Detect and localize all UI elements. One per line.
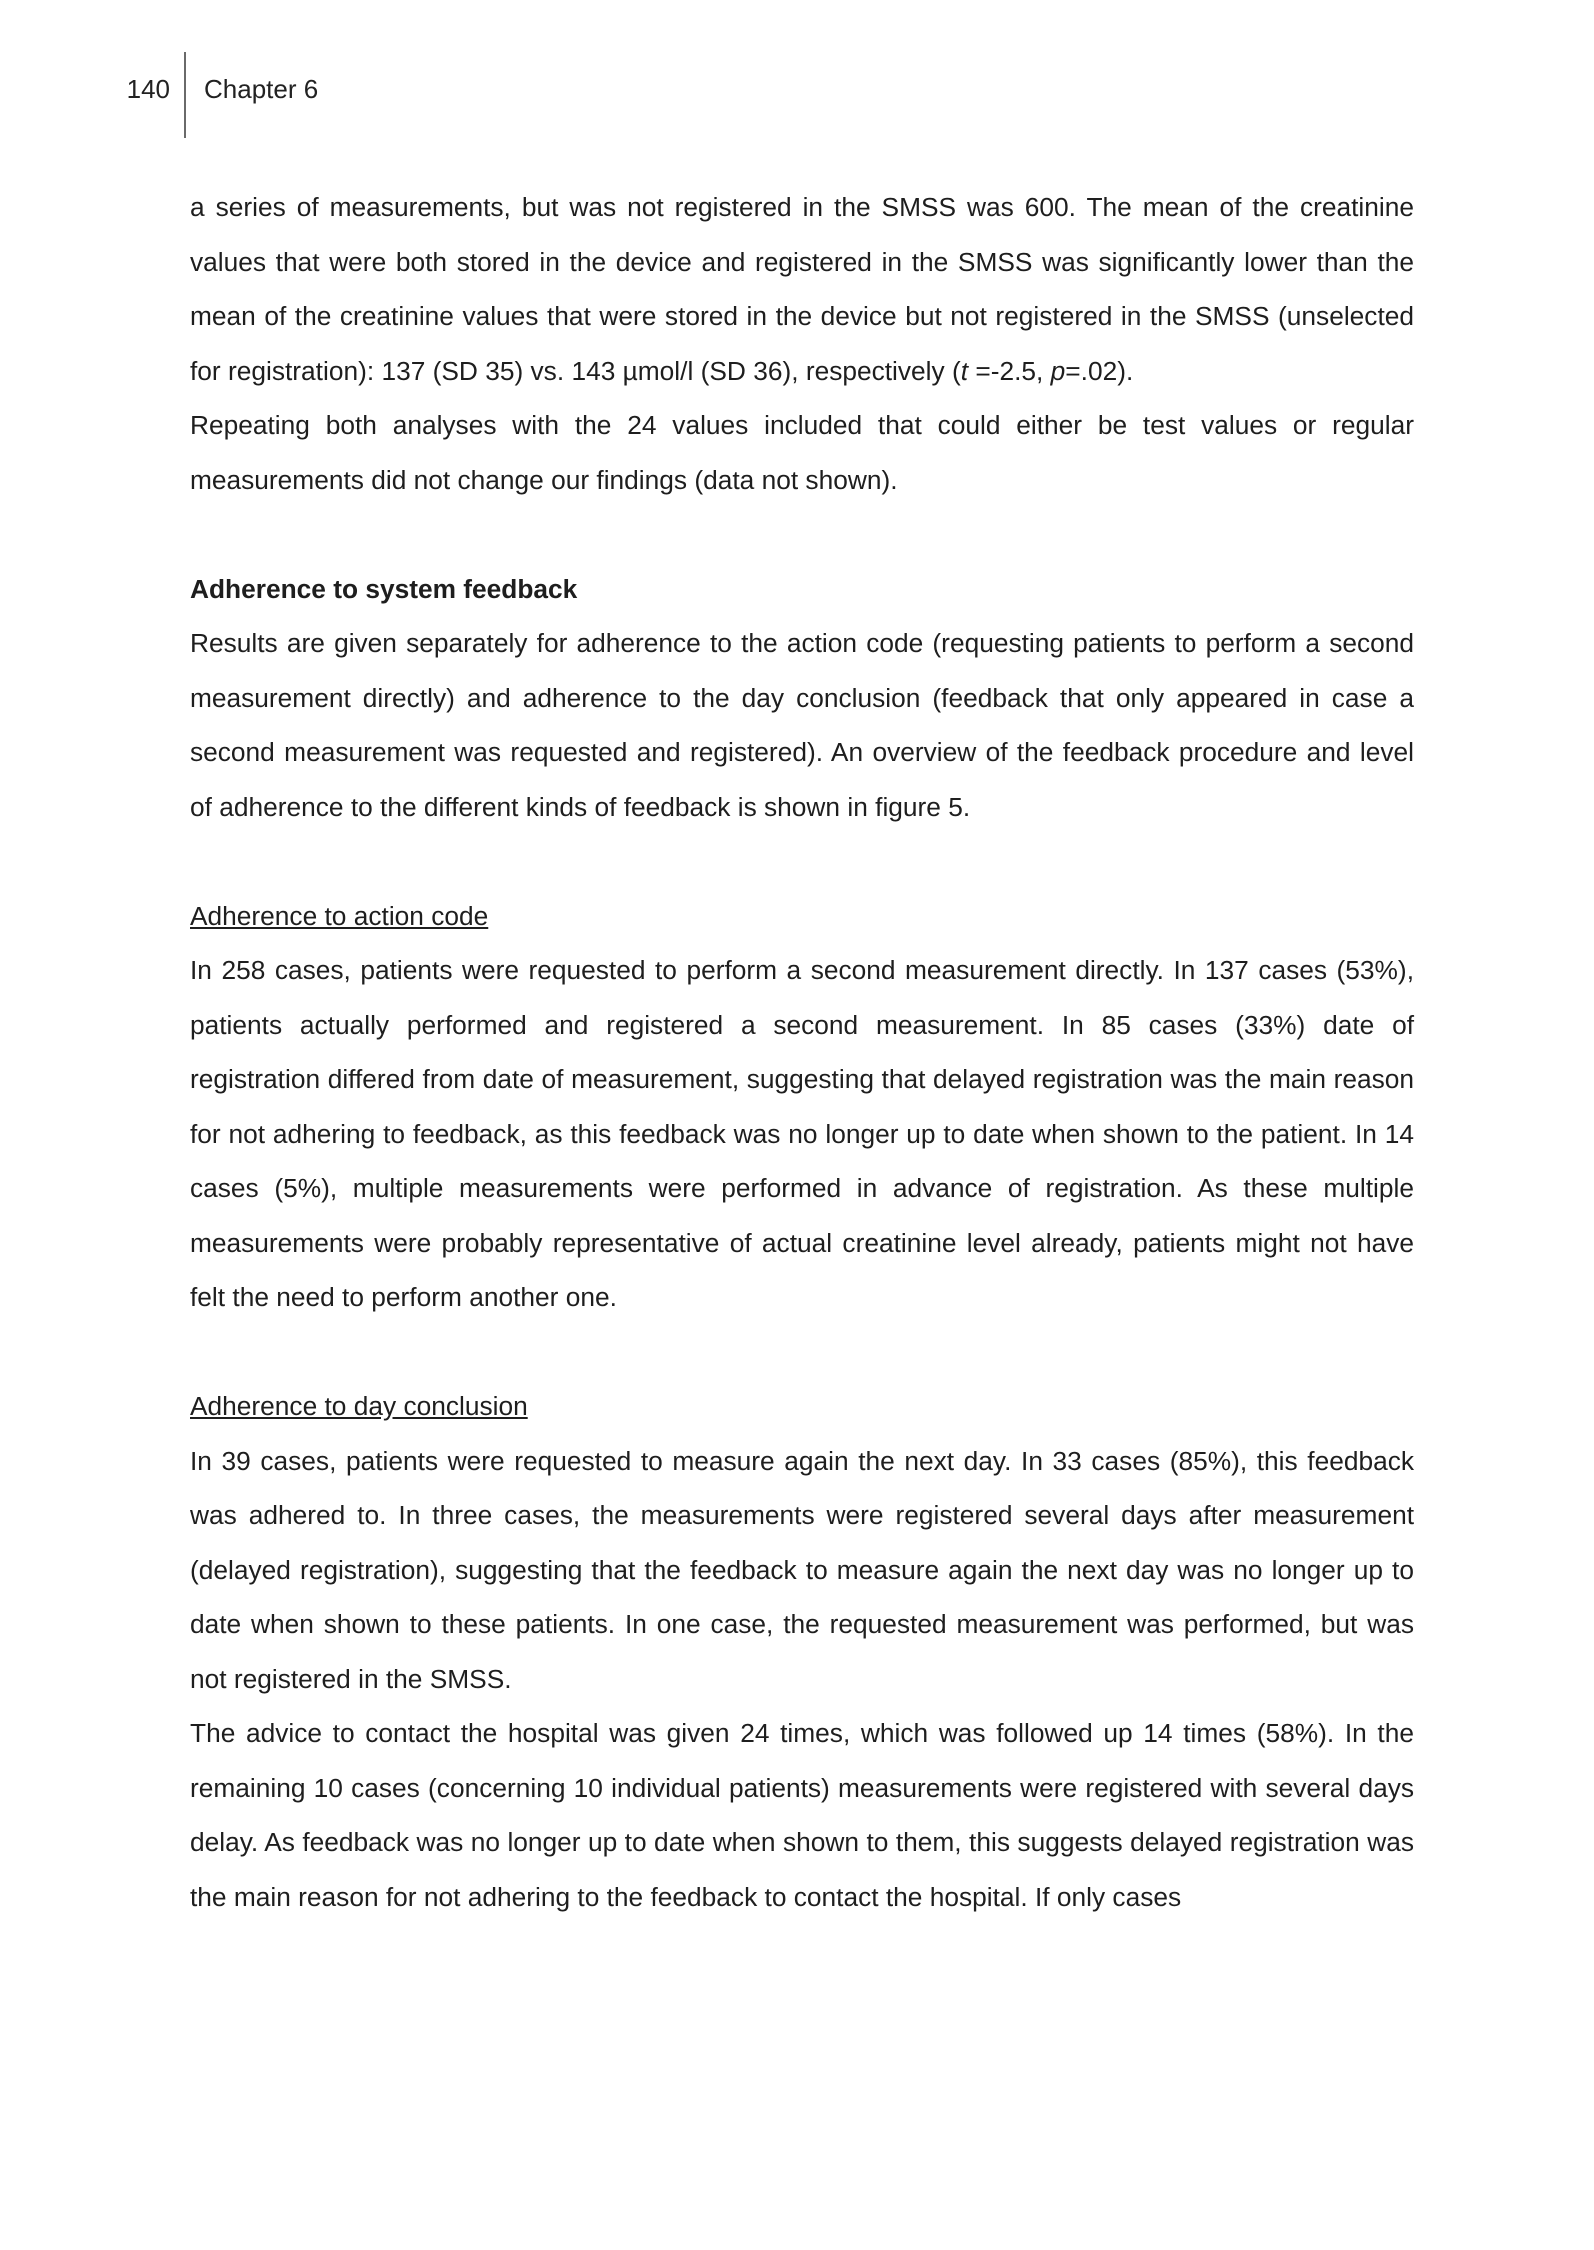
t-statistic-symbol: t bbox=[960, 355, 969, 386]
day-conclusion-paragraph: In 39 cases, patients were requested to measure again the next day. In 33 cases (85%), this feedback was adhered to. In three cases, the measurements were registered several days after measurement (delayed registration), suggesting that the feedback to measure again the next day was no longer up to date when shown to these patients. In one case, the requested measurement was performed, but was not registered in the SMSS. bbox=[190, 1445, 1414, 1694]
body-text bbox=[190, 180, 1414, 1924]
contact-hospital-paragraph: The advice to contact the hospital was given 24 times, which was followed up 14 times (58%). In the remaining 10 cases (concerning 10 individual patients) measurements were registered with several days delay. As feedback was no longer up to date when shown to them, this suggests delayed registration was the main reason for not adhering to the feedback to contact the hospital. If only cases bbox=[190, 1718, 1414, 1912]
chapter-title: Chapter 6 bbox=[204, 74, 319, 104]
action-code-paragraph: In 258 cases, patients were requested to perform a second measurement directly. In 137 cases (53%), patients actually performed and registered a second measurement. In 85 cases (33%) date of registration differed from date of measurement, suggesting that delayed registration was the main reason for not adhering to feedback, as this feedback was no longer up to date when shown to the patient. In 14 cases (5%), multiple measurements were performed in advance of registration. As these multiple measurements were probably representative of actual creatinine level already, patients might not have felt the need to perform another one. bbox=[190, 955, 1414, 1312]
page-number: 140 bbox=[126, 74, 170, 104]
subheading-action-code: Adherence to action code bbox=[190, 900, 489, 931]
spacer bbox=[190, 834, 1414, 889]
system-feedback-paragraph: Results are given separately for adherence to the action code (requesting patients to perform a second measurement directly) and adherence to the day conclusion (feedback that only appeared in case a second measurement was requested and registered). An overview of the feedback procedure and level of adherence to the different kinds of feedback is shown in figure 5. bbox=[190, 628, 1414, 822]
intro-paragraph-text: a series of measurements, but was not registered in the SMSS was 600. The mean of the creatinine values that were both stored in the device and registered in the SMSS was significantly lower than the mean of the creatinine values that were stored in the device but not registered in the SMSS (unselected for registration): 137 (SD 35) vs. 143 µmol/l (SD 36), respectively ( bbox=[190, 192, 1414, 386]
intro-paragraph bbox=[190, 180, 1414, 398]
spacer bbox=[190, 1325, 1414, 1380]
p-value-symbol: p bbox=[1050, 355, 1066, 386]
section-heading-system-feedback: Adherence to system feedback bbox=[190, 573, 578, 604]
header-divider bbox=[184, 52, 186, 138]
spacer bbox=[190, 507, 1414, 562]
repeat-analysis-paragraph: Repeating both analyses with the 24 values included that could either be test values or regular measurements did not change our findings (data not shown). bbox=[190, 410, 1414, 495]
subheading-day-conclusion: Adherence to day conclusion bbox=[190, 1391, 528, 1421]
t-statistic-value: =-2.5, bbox=[968, 355, 1051, 386]
p-value: =.02). bbox=[1065, 355, 1134, 386]
